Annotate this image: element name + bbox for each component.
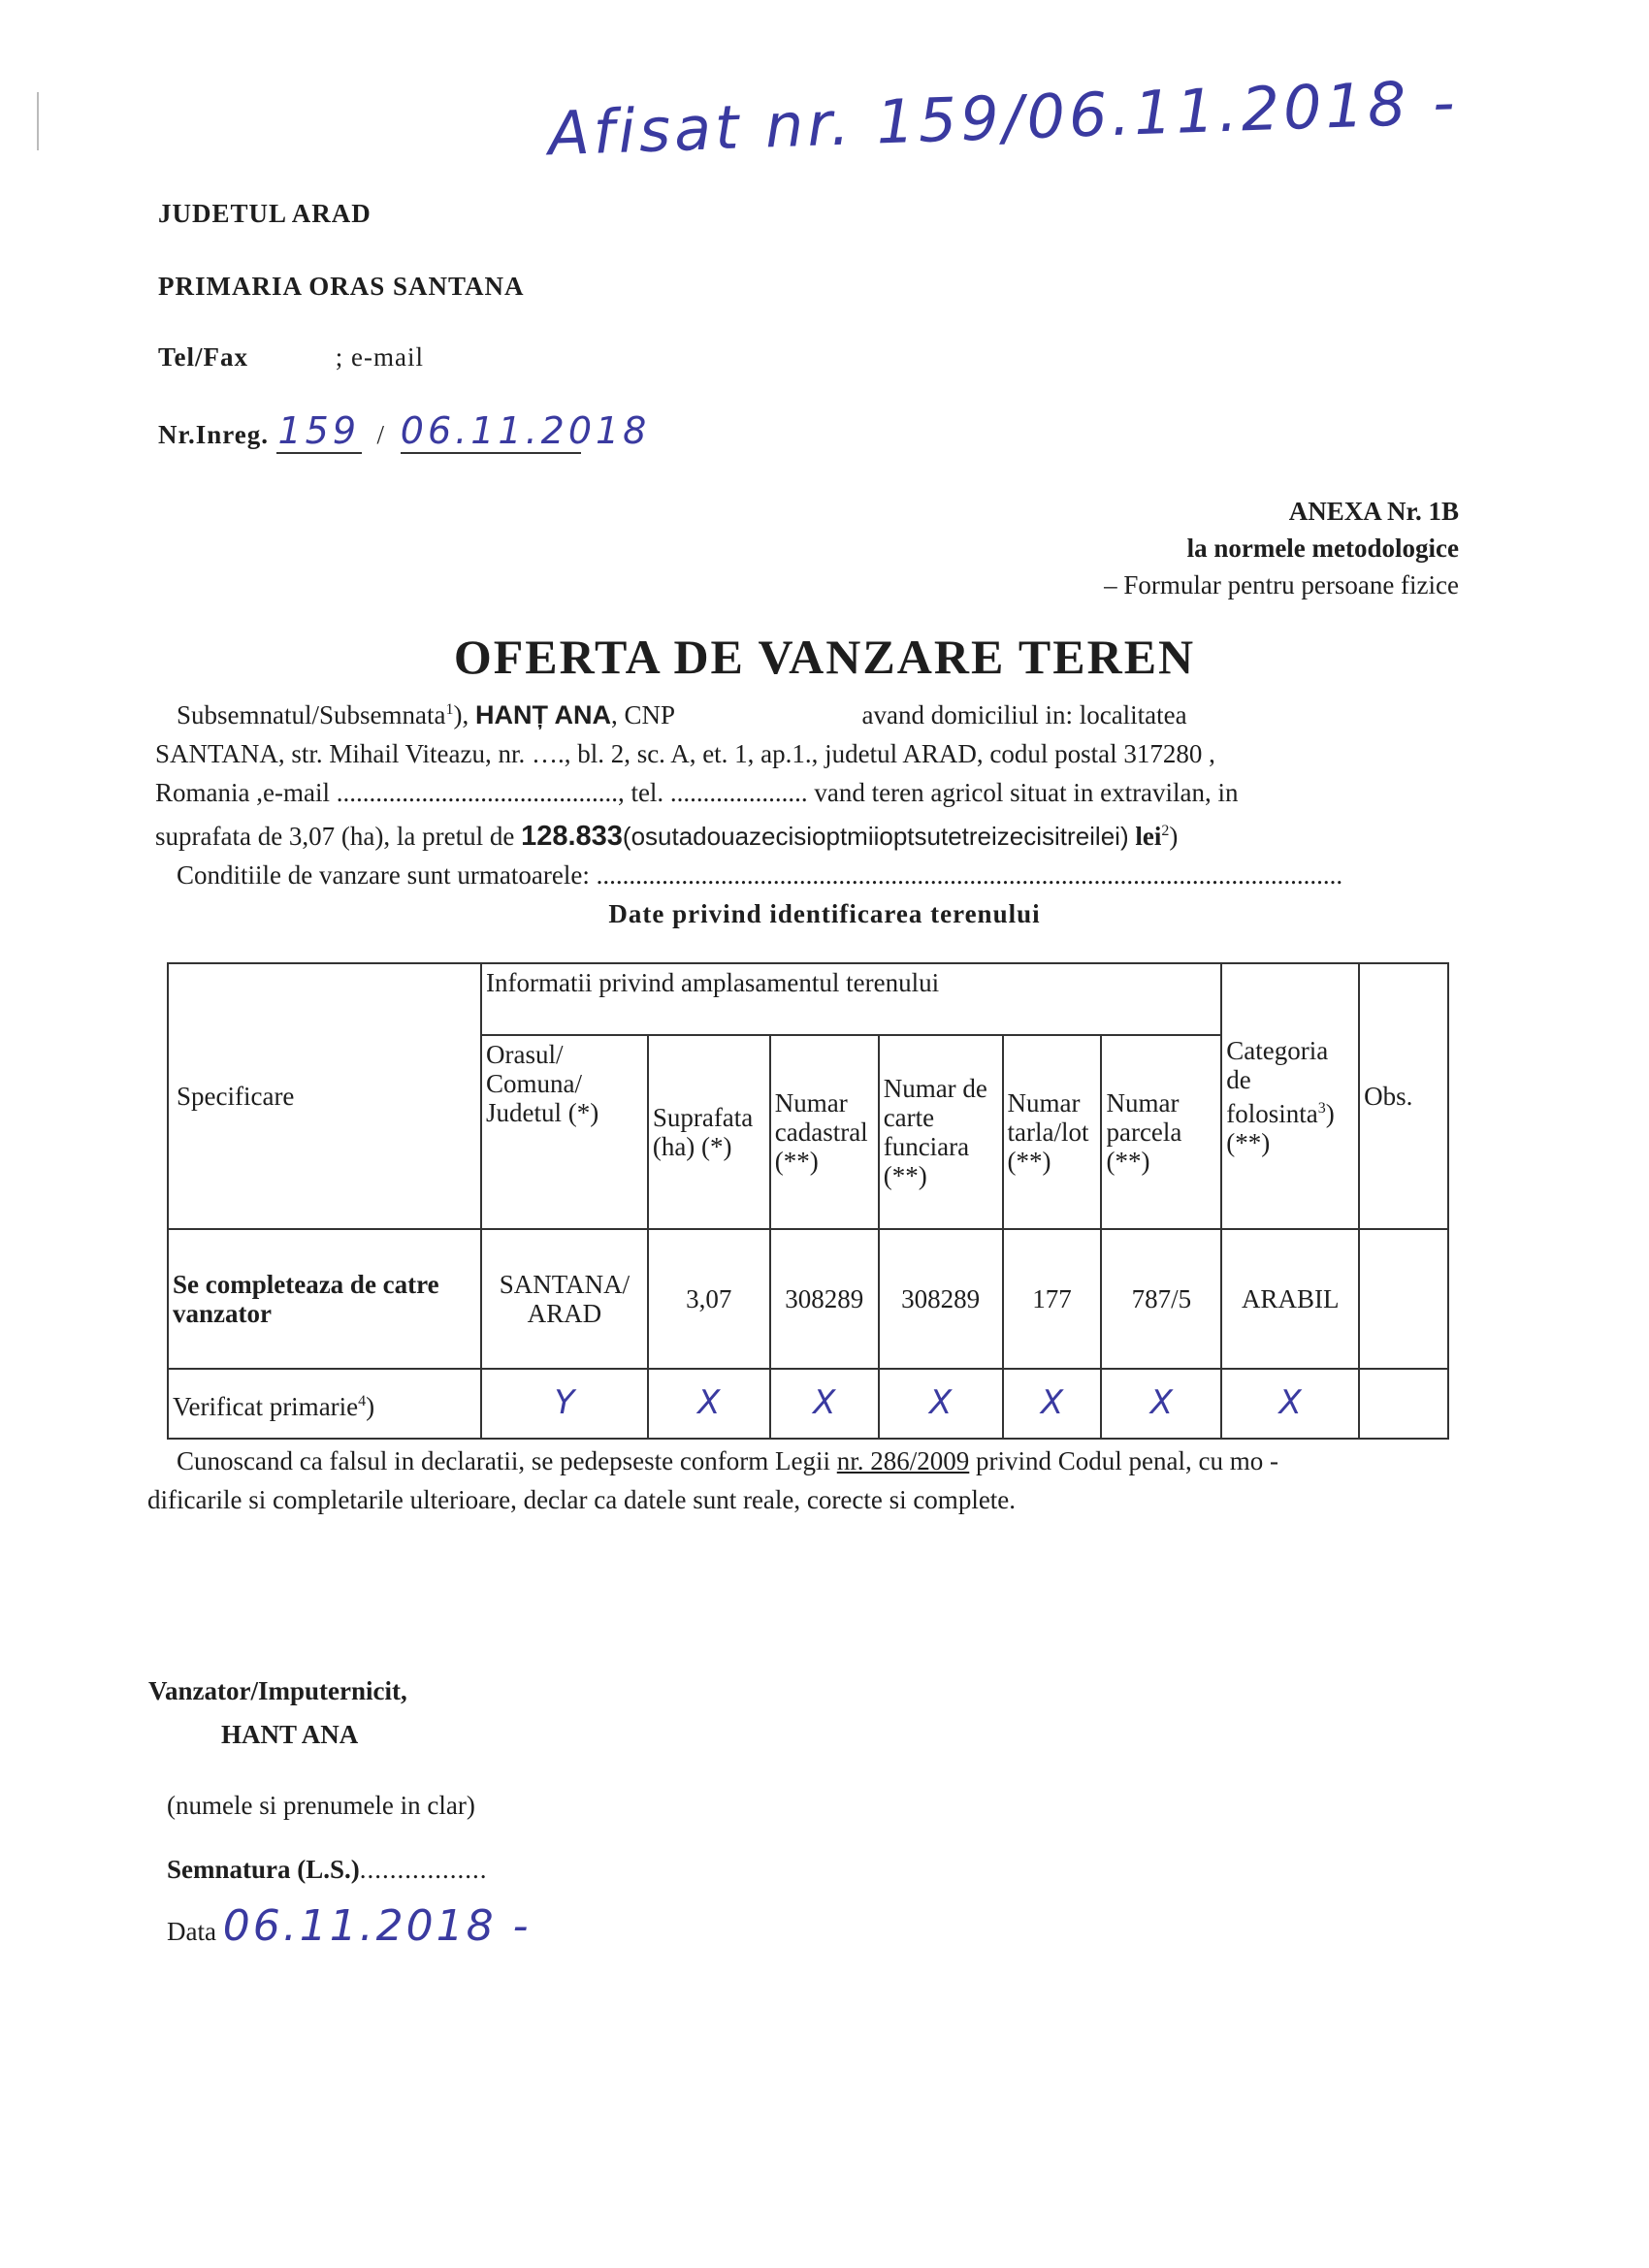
scan-edge-line (37, 92, 39, 150)
paragraph-line-5: Conditiile de vanzare sunt urmatoarele: .................................................................................................................. (177, 860, 1343, 890)
declaration (147, 1442, 1476, 1519)
registration-separator: / (376, 420, 386, 449)
law-reference: nr. 286/2009 (836, 1446, 970, 1475)
county-heading: JUDETUL ARAD (158, 199, 372, 228)
paragraph-line-1: Subsemnatul/Subsemnata$^1$), HANȚ ANA, CNP avand domiciliul in: localitatea (177, 700, 1187, 729)
cell-land-book: 308289 (879, 1229, 1003, 1369)
annex-subtitle: la normele metodologice (1186, 534, 1459, 563)
date-line (167, 1901, 532, 1951)
cell-verified-obs (1359, 1369, 1448, 1439)
town-hall-heading: PRIMARIA ORAS SANTANA (158, 272, 525, 301)
header-specificare: Specificare (168, 963, 481, 1229)
signature-dots: ................. (359, 1855, 488, 1884)
posting-stamp: Afisat nr. 159/06.11.2018 - (547, 66, 1460, 170)
date-value: 06.11.2018 - (222, 1901, 532, 1951)
annex-form-type: – Formular pentru persoane fizice (1104, 570, 1459, 599)
cell-usage-category: ARABIL (1221, 1229, 1359, 1369)
cell-city: SANTANA/ ARAD (481, 1229, 648, 1369)
cell-parcel: 787/5 (1101, 1229, 1221, 1369)
cell-tarla: 177 (1003, 1229, 1102, 1369)
row-seller-label: Se completeaza de catre vanzator (168, 1229, 481, 1369)
paragraph-line-4: suprafata de 3,07 (ha), la pretul de 128.833(osutadouazecisioptmiioptsutetreizecisitreilei) lei$^2$) (155, 821, 1179, 852)
header-area: Suprafata (ha) (*) (648, 1035, 770, 1229)
check-mark-parcel: X (1149, 1383, 1173, 1422)
header-obs: Obs. (1359, 963, 1448, 1229)
registration-line (158, 409, 651, 454)
signature-label: Semnatura (L.S.) (167, 1855, 360, 1884)
seller-role-label: Vanzator/Imputernicit, (148, 1676, 407, 1705)
cell-cadastral: 308289 (770, 1229, 879, 1369)
cell-area: 3,07 (648, 1229, 770, 1369)
land-identification-table (167, 962, 1449, 1440)
seller-name: HANȚ ANA (474, 700, 611, 729)
declaration-line-2: dificarile si completarile ulterioare, declar ca datele sunt reale, corecte si complete. (147, 1485, 1017, 1514)
annex-block (1104, 493, 1459, 603)
offer-paragraph (155, 691, 1484, 894)
header-land-book: Numar de carte funciara (**) (879, 1035, 1003, 1229)
header-parcel: Numar parcela (**) (1101, 1035, 1221, 1229)
check-mark-category: X (1278, 1383, 1302, 1422)
contact-line (158, 342, 424, 373)
email-label: ; e-mail (335, 342, 424, 372)
check-mark-land-book: X (928, 1383, 953, 1422)
row-verified-label: Verificat primarie$^4$) (168, 1369, 481, 1439)
check-mark-cadastral: X (813, 1383, 836, 1422)
document-title: OFERTA DE VANZARE TEREN (453, 630, 1196, 684)
signature-line (167, 1855, 488, 1885)
section-title: Date privind identificarea terenului (608, 899, 1041, 928)
paragraph-line-2: SANTANA, str. Mihail Viteazu, nr. …., bl. 2, sc. A, et. 1, ap.1., judetul ARAD, codul postal 317280 , (155, 739, 1215, 768)
header-tarla: Numar tarla/lot (**) (1003, 1035, 1102, 1229)
header-usage-category: Categoria de folosinta$^3$) (**) (1221, 963, 1359, 1229)
check-mark-area: X (697, 1383, 721, 1422)
check-mark-city: Y (554, 1383, 575, 1422)
price-value: 128.833 (521, 821, 623, 852)
annex-title: ANEXA Nr. 1B (1288, 497, 1459, 526)
tel-fax-label: Tel/Fax (158, 342, 249, 372)
cell-obs (1359, 1229, 1448, 1369)
paragraph-line-3: Romania ,e-mail ..........................................., tel. ..................... vand teren agricol situat in extravilan, in (155, 778, 1239, 807)
registration-date: 06.11.2018 (400, 409, 651, 452)
price-in-words: (osutadouazecisioptmiioptsutetreizecisitreilei) (622, 822, 1129, 851)
registration-number: 159 (277, 409, 361, 452)
check-mark-tarla: X (1040, 1383, 1064, 1422)
header-location-info: Informatii privind amplasamentul terenului (481, 963, 1221, 1035)
declaration-line-1: Cunoscand ca falsul in declaratii, se pedepseste conform Legii nr. 286/2009 privind Codul penal, cu mo - (177, 1446, 1278, 1475)
header-city: Orasul/ Comuna/ Judetul (*) (481, 1035, 648, 1229)
registration-label: Nr.Inreg. (158, 420, 270, 449)
header-cadastral: Numar cadastral (**) (770, 1035, 879, 1229)
seller-signature-name: HANT ANA (221, 1720, 359, 1749)
date-label: Data (167, 1917, 216, 1946)
name-hint: (numele si prenumele in clar) (167, 1791, 475, 1820)
